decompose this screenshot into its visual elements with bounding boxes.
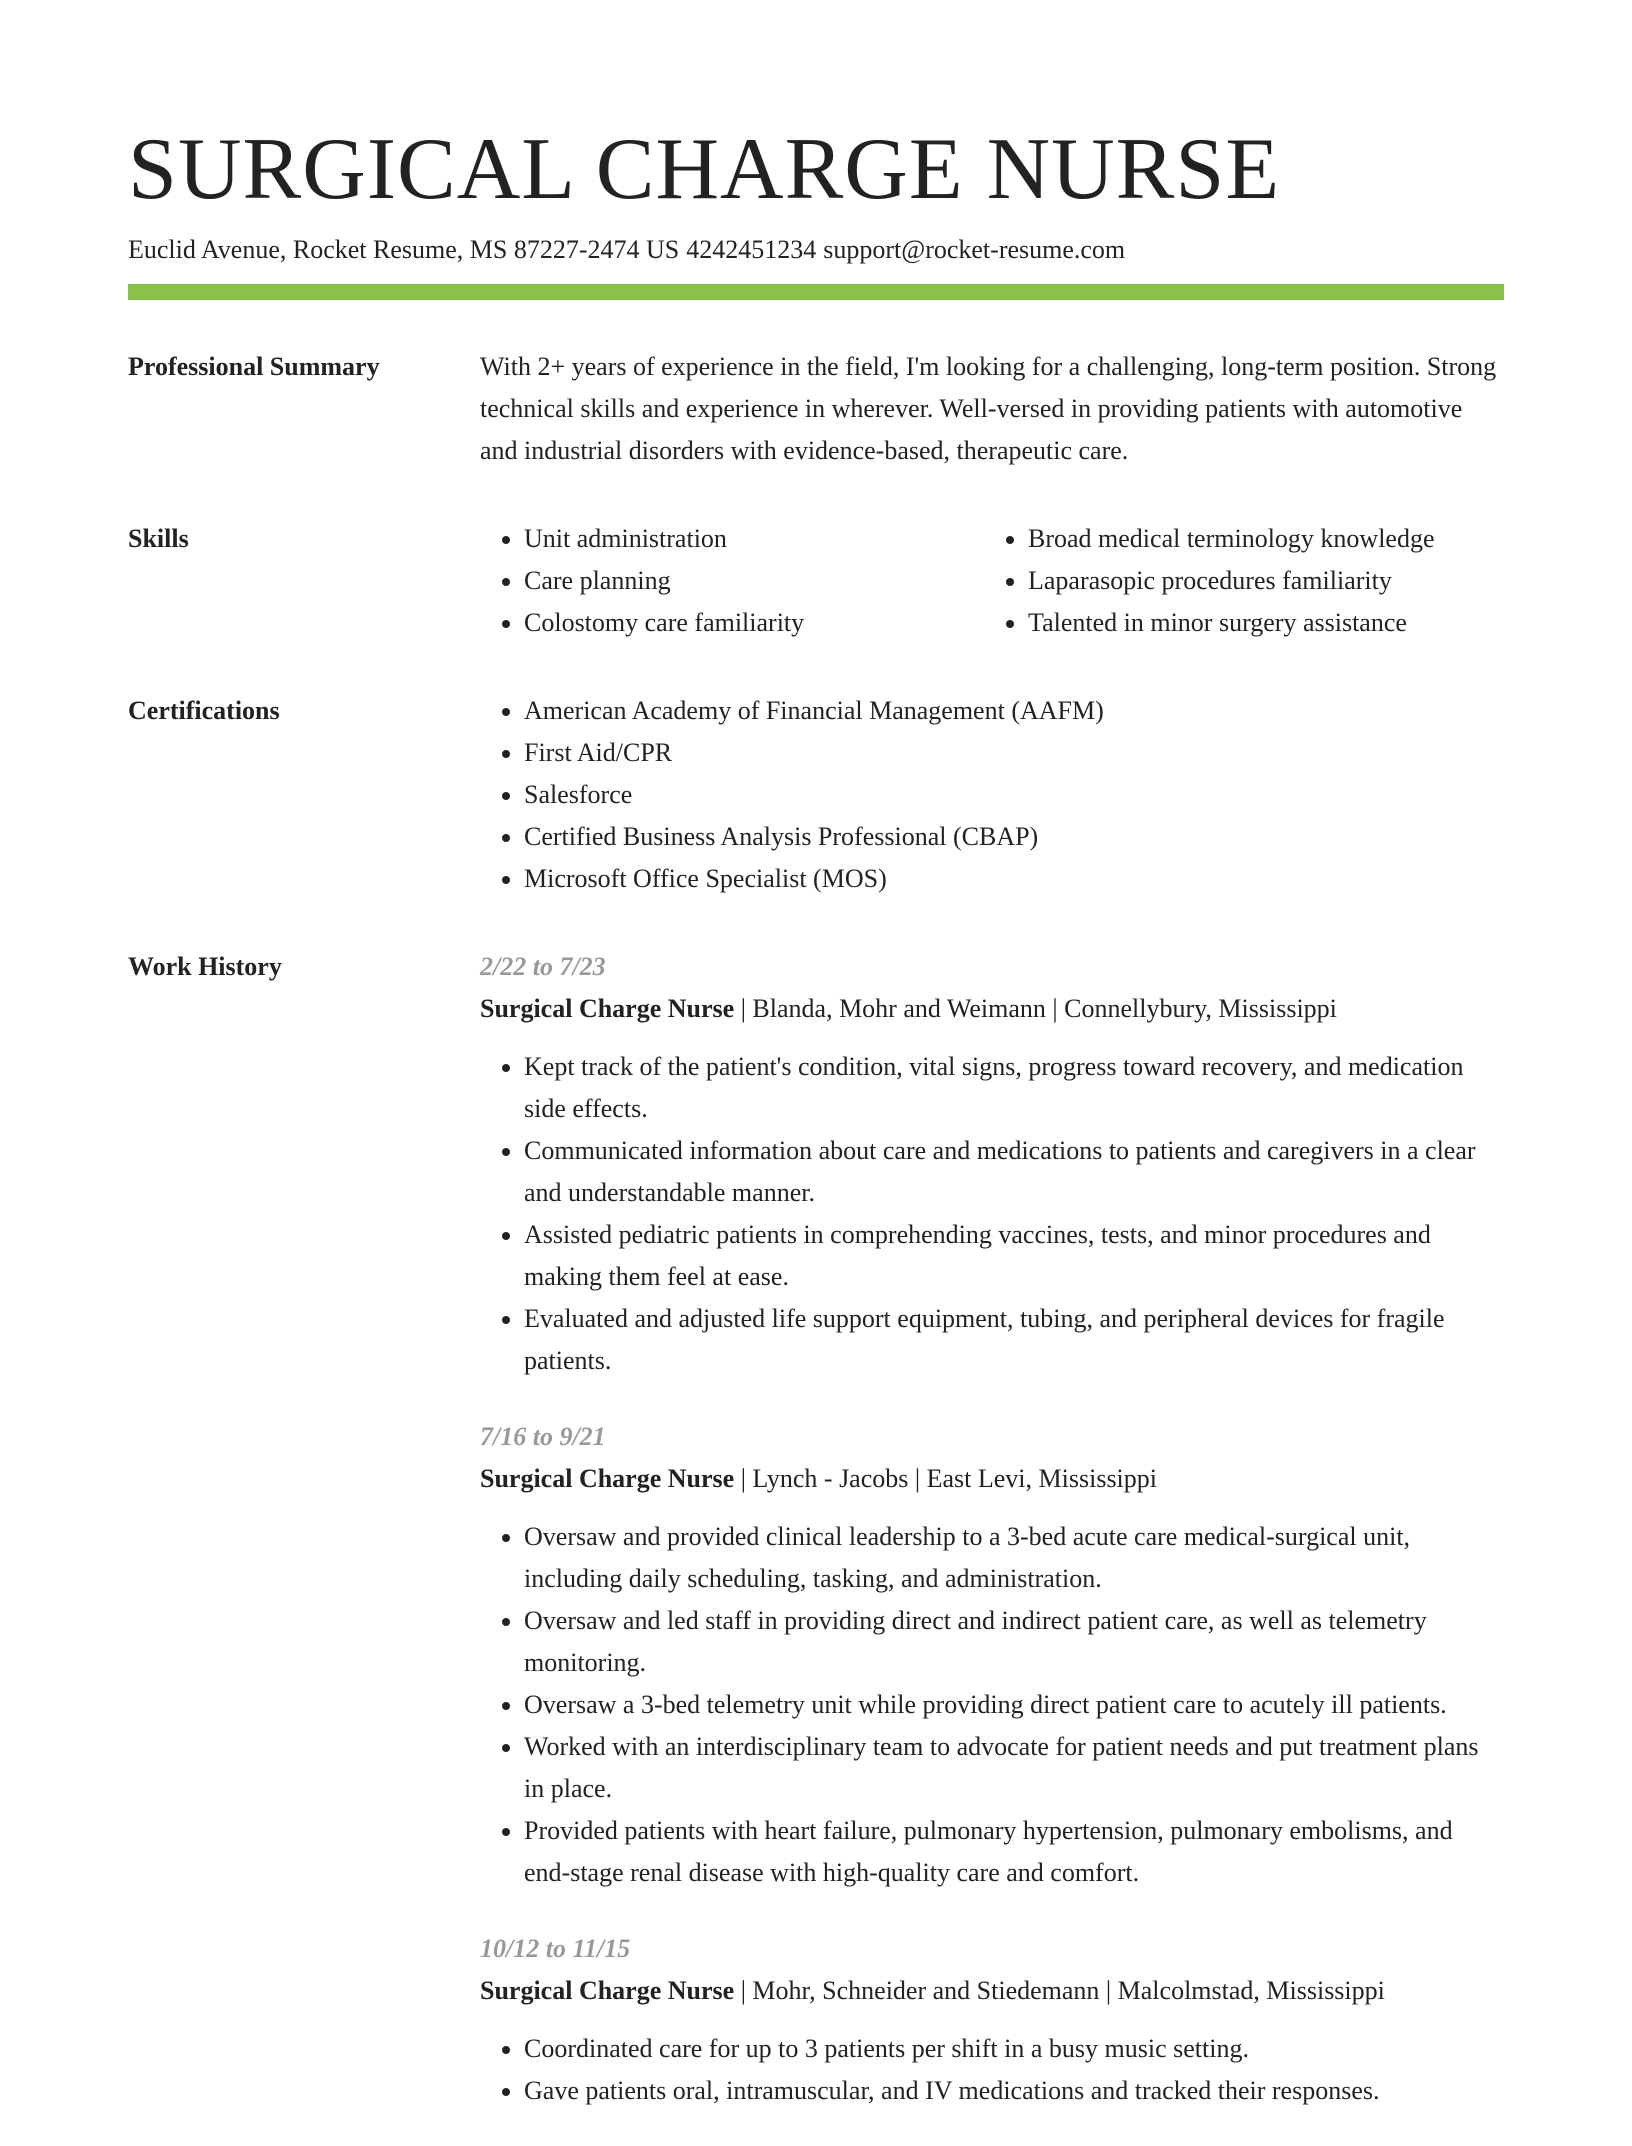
contact-address: Euclid Avenue, Rocket Resume, MS 87227-2474 US <box>128 235 680 264</box>
skill-item: • Talented in minor surgery assistance <box>1028 602 1488 644</box>
skills-list-right <box>984 518 1488 644</box>
job-location: Connellybury, Mississippi <box>1064 994 1337 1023</box>
header-divider <box>128 284 1504 300</box>
job-title: Surgical Charge Nurse <box>480 994 735 1023</box>
certification-item: • Certified Business Analysis Professional (CBAP) <box>524 816 1504 858</box>
job-entry <box>480 946 1504 1382</box>
job-title-line: Surgical Charge Nurse | Blanda, Mohr and Weimann | Connellybury, Mississippi <box>480 994 1337 1023</box>
job-entry <box>480 1928 1504 2112</box>
job-bullets <box>480 2028 1504 2112</box>
job-bullet: • Assisted pediatric patients in comprehending vaccines, tests, and minor procedures and making them feel at ease. <box>524 1214 1504 1298</box>
resume-page <box>128 120 1504 2146</box>
job-employer: Lynch - Jacobs <box>752 1464 909 1493</box>
skills-list-left <box>480 518 984 644</box>
contact-phone: 4242451234 <box>686 235 817 264</box>
summary-section <box>128 346 1504 472</box>
section-label-work-history: Work History <box>128 952 282 981</box>
contact-line <box>128 232 1504 268</box>
section-label-certifications: Certifications <box>128 696 280 725</box>
job-title: Surgical Charge Nurse <box>480 1976 735 2005</box>
job-dates: 10/12 to 11/15 <box>480 1934 631 1963</box>
contact-email: support@rocket-resume.com <box>823 235 1126 264</box>
job-entry <box>480 1416 1504 1894</box>
job-bullet: • Communicated information about care and medications to patients and caregivers in a clear and understandable manner. <box>524 1130 1504 1214</box>
work-history-section <box>128 946 1504 2146</box>
job-employer: Blanda, Mohr and Weimann <box>752 994 1046 1023</box>
certification-item: • First Aid/CPR <box>524 732 1504 774</box>
job-bullet: • Gave patients oral, intramuscular, and IV medications and tracked their responses. <box>524 2070 1504 2112</box>
certification-item: • Salesforce <box>524 774 1504 816</box>
job-bullet: • Provided patients with heart failure, pulmonary hypertension, pulmonary embolisms, and end-stage renal disease with high-quality care and comfort. <box>524 1810 1504 1894</box>
job-bullet: • Oversaw a 3-bed telemetry unit while providing direct patient care to acutely ill patients. <box>524 1684 1504 1726</box>
summary-body <box>480 346 1504 472</box>
skill-item: • Unit administration <box>524 518 984 560</box>
job-bullets <box>480 1516 1504 1894</box>
certifications-section <box>128 690 1504 900</box>
job-bullet: • Evaluated and adjusted life support equipment, tubing, and peripheral devices for fragile patients. <box>524 1298 1504 1382</box>
skill-item: • Laparasopic procedures familiarity <box>1028 560 1488 602</box>
job-title-line: Surgical Charge Nurse | Lynch - Jacobs | East Levi, Mississippi <box>480 1464 1158 1493</box>
skills-section <box>128 518 1504 644</box>
job-bullet: • Oversaw and led staff in providing direct and indirect patient care, as well as telemetry monitoring. <box>524 1600 1504 1684</box>
skill-item: • Broad medical terminology knowledge <box>1028 518 1488 560</box>
skill-item: • Colostomy care familiarity <box>524 602 984 644</box>
job-bullet: • Coordinated care for up to 3 patients per shift in a busy music setting. <box>524 2028 1504 2070</box>
skills-body <box>480 518 1504 644</box>
certifications-body <box>480 690 1504 900</box>
work-history-body <box>480 946 1504 2146</box>
job-bullet: • Oversaw and provided clinical leadership to a 3-bed acute care medical-surgical unit, including daily scheduling, tasking, and administration. <box>524 1516 1504 1600</box>
section-label-summary: Professional Summary <box>128 352 380 381</box>
summary-text: With 2+ years of experience in the field, I'm looking for a challenging, long-term position. Strong technical skills and experience in wherever. Well-versed in providing patients with automotive and industrial disorders with evidence-based, therapeutic care. <box>480 352 1497 465</box>
job-dates: 7/16 to 9/21 <box>480 1422 606 1451</box>
job-bullet: • Worked with an interdisciplinary team to advocate for patient needs and put treatment plans in place. <box>524 1726 1504 1810</box>
job-location: East Levi, Mississippi <box>926 1464 1158 1493</box>
resume-name: SURGICAL CHARGE NURSE <box>128 121 1281 218</box>
job-bullet: • Kept track of the patient's condition, vital signs, progress toward recovery, and medication side effects. <box>524 1046 1504 1130</box>
job-location: Malcolmstad, Mississippi <box>1117 1976 1385 2005</box>
section-label-skills: Skills <box>128 524 189 553</box>
certification-item: • Microsoft Office Specialist (MOS) <box>524 858 1504 900</box>
certifications-list <box>480 690 1504 900</box>
job-dates: 2/22 to 7/23 <box>480 952 606 981</box>
job-employer: Mohr, Schneider and Stiedemann <box>752 1976 1100 2005</box>
job-title-line: Surgical Charge Nurse | Mohr, Schneider and Stiedemann | Malcolmstad, Mississippi <box>480 1976 1385 2005</box>
certification-item: • American Academy of Financial Management (AAFM) <box>524 690 1504 732</box>
job-bullets <box>480 1046 1504 1382</box>
skill-item: • Care planning <box>524 560 984 602</box>
job-title: Surgical Charge Nurse <box>480 1464 735 1493</box>
